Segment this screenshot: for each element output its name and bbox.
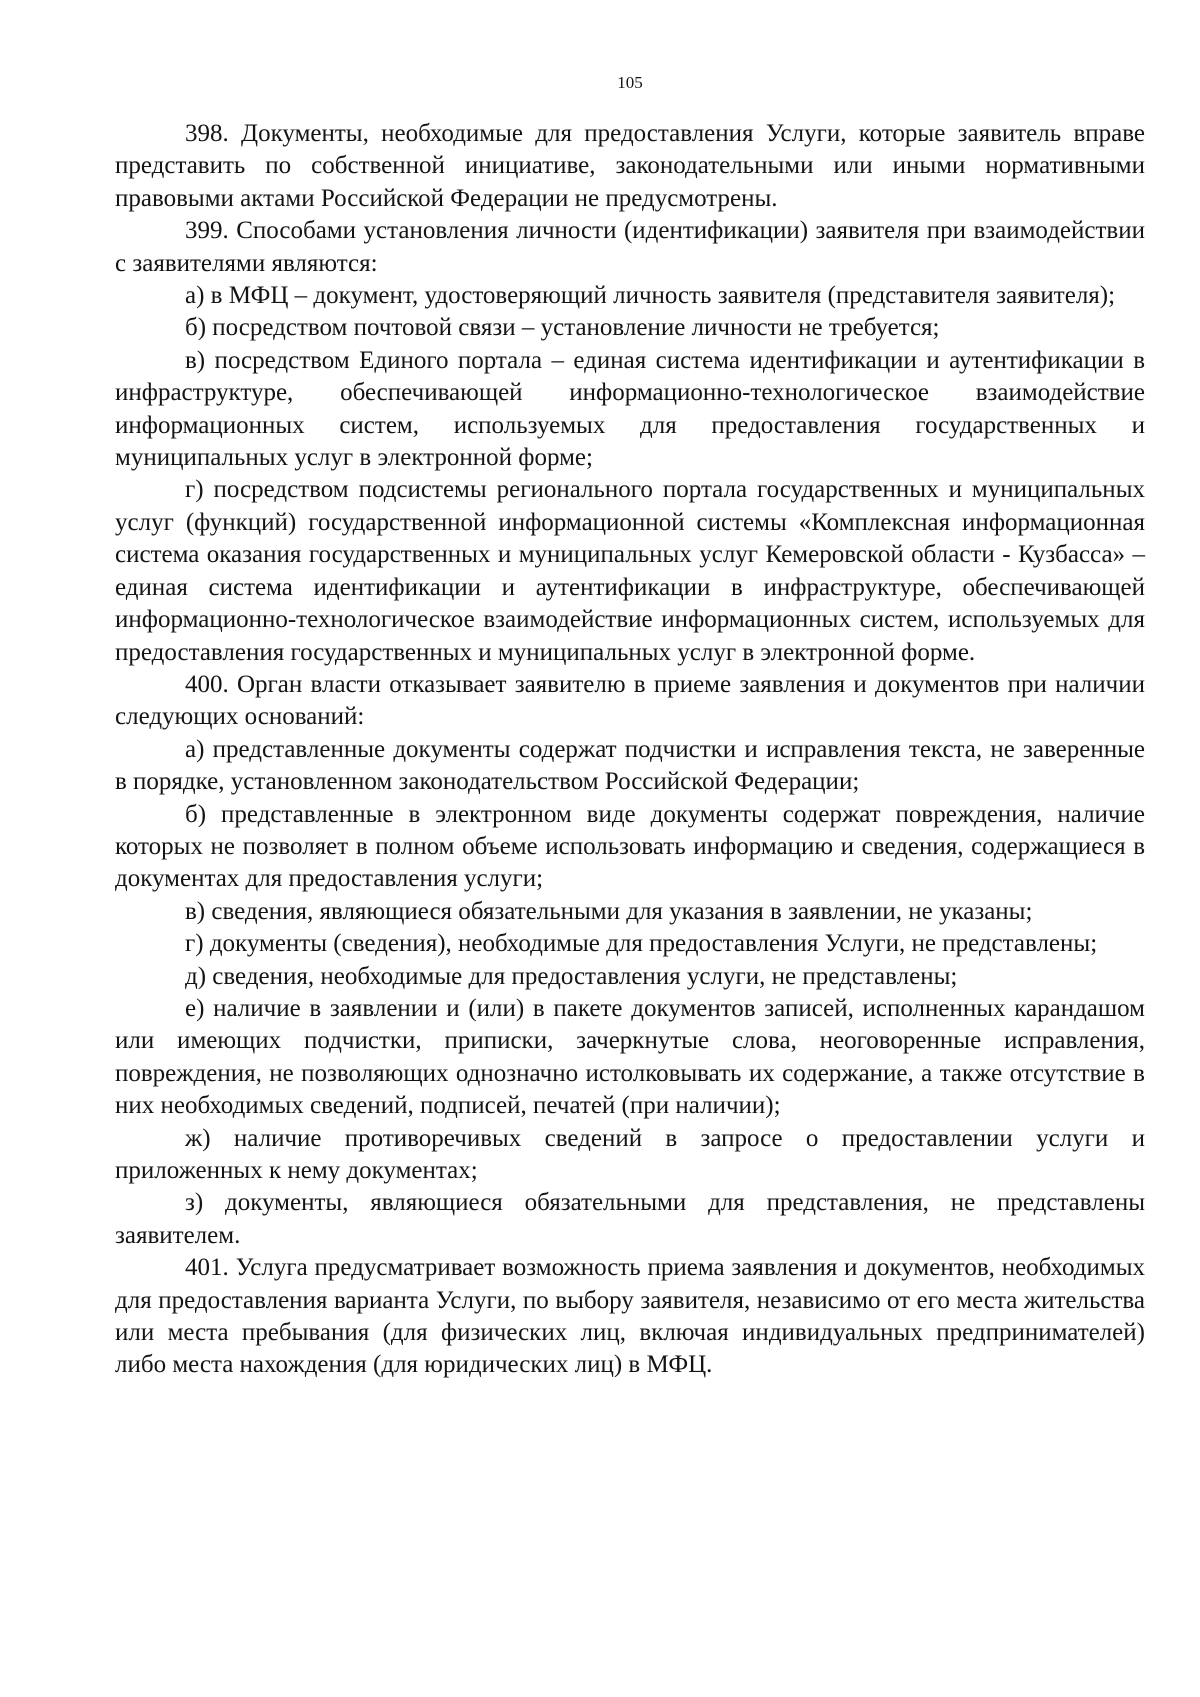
document-body bbox=[115, 118, 1145, 1382]
list-item-400-b: б) представленные в электронном виде документы содержат повреждения, наличие которых не позволяет в полном объеме использовать информацию и сведения, содержащиеся в документах для предоставления услуги; bbox=[115, 800, 1145, 893]
list-item-400-d: д) сведения, необходимые для предоставления услуги, не представлены; bbox=[185, 962, 958, 990]
list-item-400-g: г) документы (сведения), необходимые для предоставления Услуги, не представлены; bbox=[185, 930, 1098, 958]
paragraph-398: 398. Документы, необходимые для предоставления Услуги, которые заявитель вправе представить по собственной инициативе, законодательными или иными нормативными правовыми актами Российской Федерации не предусмотрены. bbox=[115, 120, 1145, 212]
list-item-400-v: в) сведения, являющиеся обязательными для указания в заявлении, не указаны; bbox=[185, 897, 1033, 925]
paragraph-399: 399. Способами установления личности (идентификации) заявителя при взаимодействии с заявителями являются: bbox=[115, 217, 1145, 277]
list-item-399-a: а) в МФЦ – документ, удостоверяющий личность заявителя (представителя заявителя); bbox=[185, 282, 1116, 310]
paragraph-401: 401. Услуга предусматривает возможность приема заявления и документов, необходимых для предоставления варианта Услуги, по выбору заявителя, независимо от его места жительства или места пребывания (для физических лиц, включая индивидуальных предпринимателей) либо места нахождения (для юридических лиц) в МФЦ. bbox=[115, 1254, 1145, 1379]
list-item-400-zh: ж) наличие противоречивых сведений в запросе о предоставлении услуги и приложенных к нему документах; bbox=[115, 1124, 1145, 1184]
list-item-400-a: а) представленные документы содержат подчистки и исправления текста, не заверенные в порядке, установленном законодательством Российской Федерации; bbox=[115, 735, 1145, 796]
list-item-399-b: б) посредством почтовой связи – установление личности не требуется; bbox=[185, 314, 940, 342]
list-item-400-z: з) документы, являющиеся обязательными для представления, не представлены заявителем. bbox=[115, 1189, 1145, 1249]
list-item-400-e: е) наличие в заявлении и (или) в пакете документов записей, исполненных карандашом или имеющих подчистки, приписки, зачеркнутые слова, неоговоренные исправления, повреждения, не позволяющих однозначно истолковывать их содержание, а также отсутствие в них необходимых сведений, подписей, печатей (при наличии); bbox=[115, 994, 1145, 1120]
list-item-399-g: г) посредством подсистемы регионального портала государственных и муниципальных услуг (функций) государственной информационной системы «Комплексная информационная система оказания государственных и муниципальных услуг Кемеровской области - Кузбасса» – единая система идентификации и аутентификации в инфраструктуре, обеспечивающей информационно-технологическое взаимодействие информационных систем, используемых для предоставления государственных и муниципальных услуг в электронной форме. bbox=[115, 476, 1145, 666]
page-number: 105 bbox=[617, 73, 643, 92]
paragraph-400: 400. Орган власти отказывает заявителю в приеме заявления и документов при наличии следующих оснований: bbox=[115, 670, 1145, 731]
list-item-399-v: в) посредством Единого портала – единая система идентификации и аутентификации в инфраструктуре, обеспечивающей информационно-технологическое взаимодействие информационных систем, используемых для предоставления государственных и муниципальных услуг в электронной форме; bbox=[115, 346, 1145, 472]
